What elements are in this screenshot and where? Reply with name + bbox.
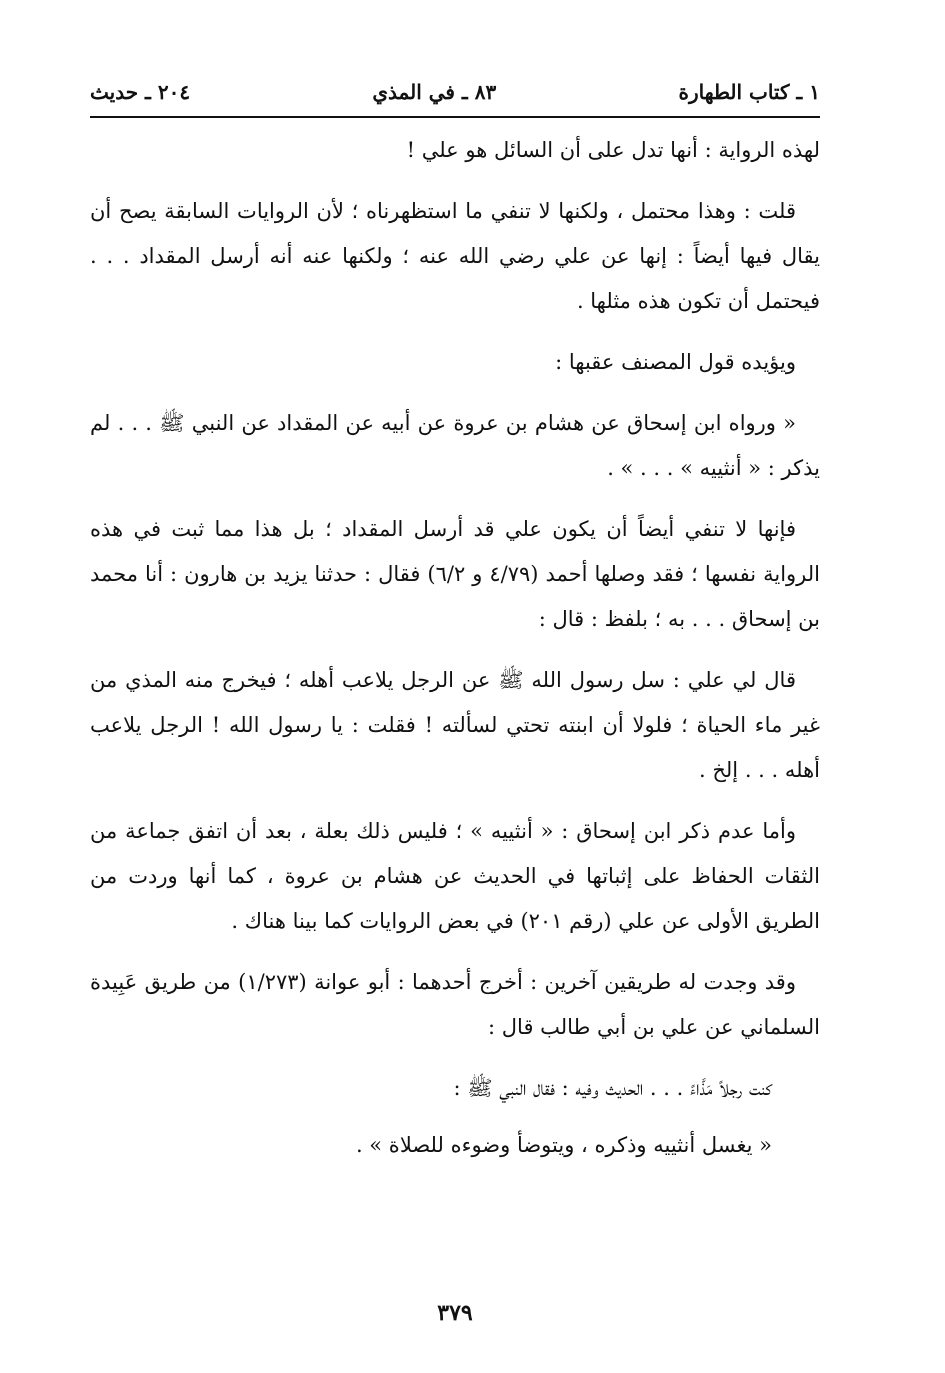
quote-line: « يغسل أنثييه وذكره ، ويتوضأ وضوءه للصلاة » . — [355, 1133, 772, 1157]
page-body — [90, 128, 820, 1180]
paragraph: لهذه الرواية : أنها تدل على أن السائل هو علي ! — [406, 138, 820, 162]
header-chapter: ١ ـ كتاب الطهارة — [678, 80, 820, 104]
paragraph: فإنها لا تنفي أيضاً أن يكون علي قد أرسل المقداد ؛ بل هذا مما ثبت في هذه الرواية نفسها ؛ فقد وصلها أحمد (٤/٧٩ و ٦/٢) فقال : حدثنا يزيد بن هارون : أنا محمد بن إسحاق . . . به ؛ بلفظ : قال : — [90, 517, 820, 631]
paragraph: « ورواه ابن إسحاق عن هشام بن عروة عن أبيه عن المقداد عن النبي ﷺ . . . لم يذكر : « أنثييه » . . . » . — [90, 411, 820, 480]
paragraph: قلت : وهذا محتمل ، ولكنها لا تنفي ما استظهرناه ؛ لأن الروايات السابقة يصح أن يقال فيها أيضاً : إنها عن علي رضي الله عنه ؛ ولكنها عنه أنه أرسل المقداد . . . فيحتمل أن تكون هذه مثلها . — [90, 199, 820, 313]
paragraph: وقد وجدت له طريقين آخرين : أخرج أحدهما : أبو عوانة (١/٢٧٣) من طريق عَبِيدة السلماني عن علي بن أبي طالب قال : — [90, 970, 820, 1039]
page-number: ٣٧٩ — [437, 1300, 473, 1326]
book-page — [90, 0, 820, 1373]
paragraph: ويؤيده قول المصنف عقبها : — [555, 350, 796, 374]
quote-line: كنت رجلاً مَذَّاءً . . . الحديث وفيه : فقال النبي ﷺ : — [453, 1076, 772, 1100]
header-hadith-number: ٢٠٤ ـ حديث — [90, 80, 191, 104]
running-header — [90, 72, 820, 112]
paragraph: قال لي علي : سل رسول الله ﷺ عن الرجل يلاعب أهله ؛ فيخرج منه المذي من غير ماء الحياة ؛ فلولا أن ابنته تحتي لسألته ! فقلت : يا رسول الله ! الرجل يلاعب أهله . . . إلخ . — [90, 668, 820, 782]
header-section: ٨٣ ـ في المذي — [372, 80, 497, 104]
paragraph: وأما عدم ذكر ابن إسحاق : « أنثييه » ؛ فليس ذلك بعلة ، بعد أن اتفق جماعة من الثقات الحفاظ على إثباتها في الحديث عن هشام بن عروة ، كما أنها وردت من الطريق الأولى عن علي (رقم ٢٠١) في بعض الروايات كما بينا هناك . — [90, 819, 820, 933]
header-divider — [90, 116, 820, 118]
